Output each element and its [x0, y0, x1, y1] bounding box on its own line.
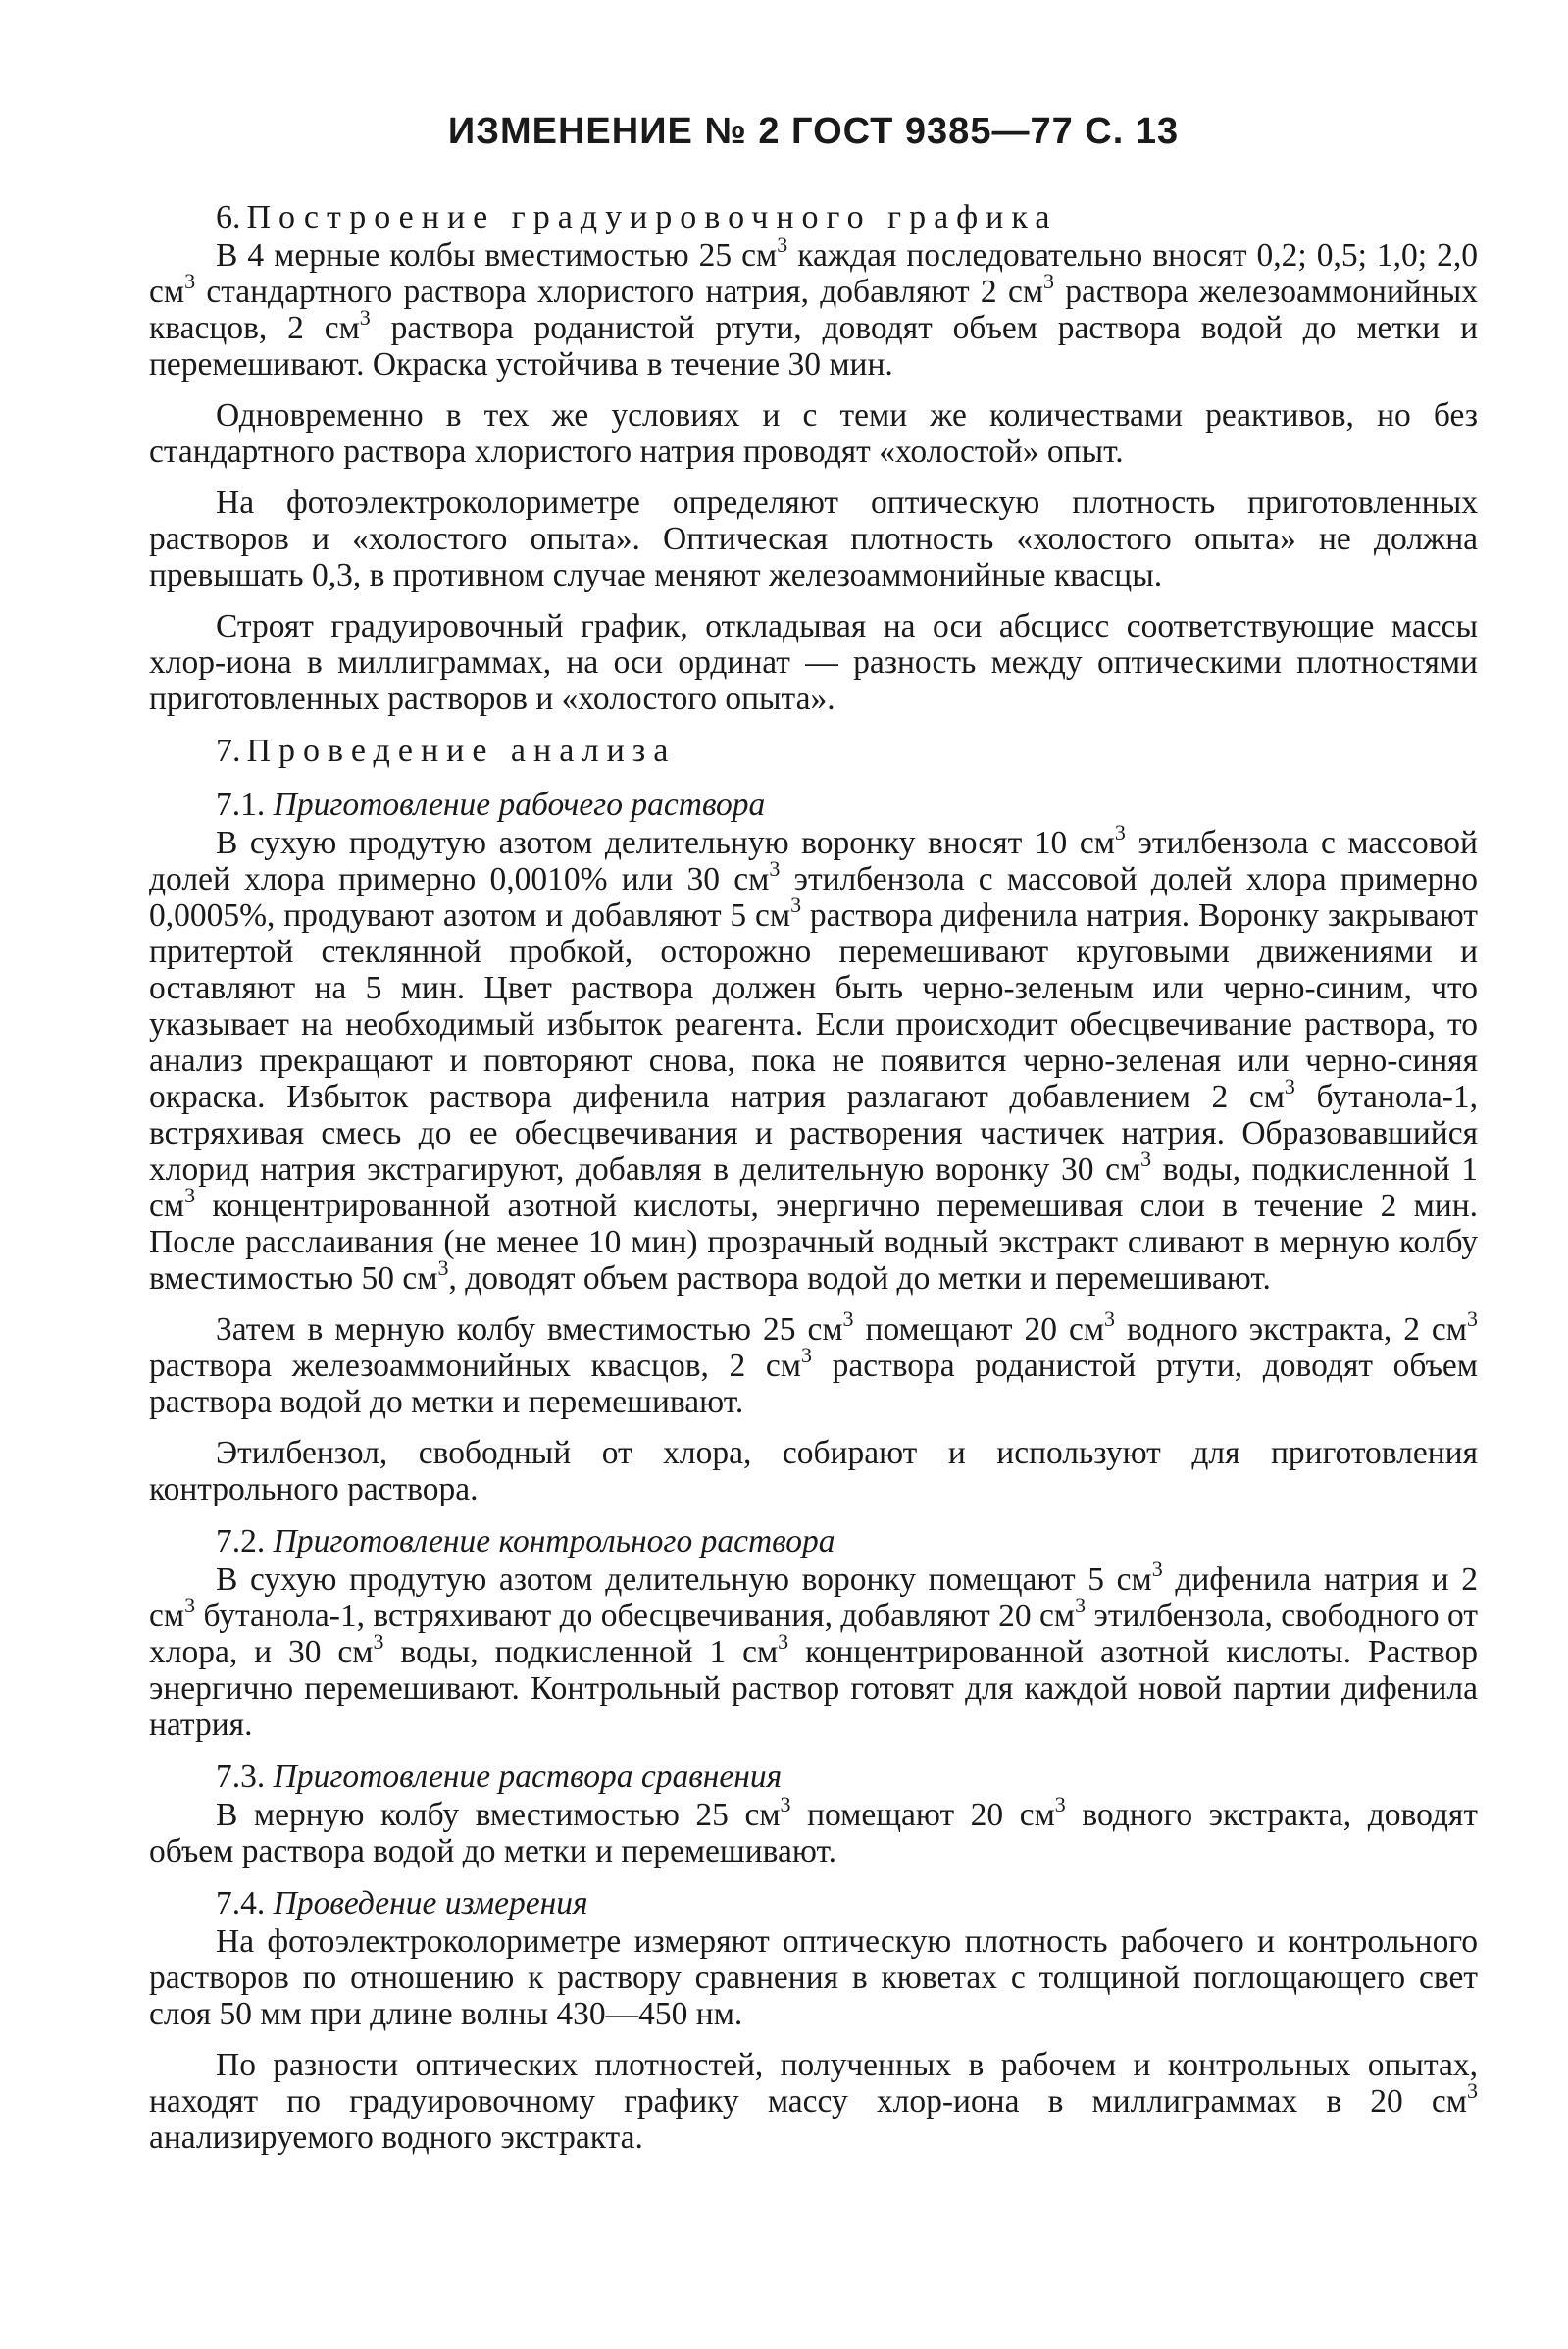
subsection-7-2-title: 7.2. Приготовление контрольного раствора [216, 1523, 835, 1559]
subsection-7-4-title: 7.4. Проведение измерения [216, 1885, 588, 1921]
subsection-7-1-paragraph-2: Затем в мерную колбу вместимостью 25 $см^3$ помещают 20 $см^3$ водного экстракта, 2 $см^3$ раствора железоаммонийных квасцов, 2 $см^3$ раствора роданистой ртути, доводят объем раствора водой до метки и перемешивают. [149, 1306, 1478, 1420]
subsection-7-1-paragraph-3: Этилбензол, свободный от хлора, собирают и используют для приготовления контрольного раствора. [149, 1435, 1478, 1507]
section-7-number: 7. [216, 733, 241, 769]
section-6-title [149, 198, 1478, 237]
section-6-heading: Построение градуировочного графика [246, 199, 1058, 235]
section-7-title [149, 732, 1478, 771]
subsection-7-2-paragraph-1: В сухую продутую азотом делительную воронку помещают 5 $см^3$ дифенила натрия и 2 $см^3$ бутанола-1, встряхивают до обесцвечивания, добавляют 20 $см^3$ этилбензола, свободного от хлора, и 30 $см^3$ воды, подкисленной 1 $см^3$ концентрированной азотной кислоты. Раствор энергично перемешивают. Контрольный раствор готовят для каждой новой партии дифенила натрия. [149, 1557, 1478, 1743]
subsection-7-3-paragraph-1: В мерную колбу вместимостью 25 $см^3$ помещают 20 $см^3$ водного экстракта, доводят объем раствора водой до метки и перемешивают. [149, 1792, 1478, 1869]
subsection-7-4-paragraph-2: По разности оптических плотностей, полученных в рабочем и контрольных опытах, находят по градуировочному графику массу хлор-иона в миллиграммах в 20 $см^3$ анализируемого водного экстракта. [149, 2047, 1478, 2156]
section-6-paragraph-2: Одновременно в тех же условиях и с теми же количествами реактивов, но без стандартного раствора хлористого натрия проводят «холостой» опыт. [149, 397, 1478, 470]
section-6-paragraph-3: На фотоэлектроколориметре определяют оптическую плотность приготовленных растворов и «холостого опыта». Оптическая плотность «холостого опыта» не должна превышать 0,3, в противном случае меняют железоаммонийные квасцы. [149, 485, 1478, 593]
subsection-7-4-paragraph-1: На фотоэлектроколориметре измеряют оптическую плотность рабочего и контрольного растворов по отношению к раствору сравнения в кюветах с толщиной поглощающего свет слоя 50 мм при длине волны 430—450 нм. [149, 1923, 1478, 2032]
section-7-heading: Проведение анализа [246, 733, 677, 769]
subsection-7-3-title: 7.3. Приготовление раствора сравнения [216, 1759, 783, 1795]
page-header: ИЗМЕНЕНИЕ № 2 ГОСТ 9385—77 С. 13 [447, 111, 1180, 152]
section-6-number: 6. [216, 199, 241, 235]
section-6-paragraph-4: Строят градуировочный график, откладывая на оси абсцисс соответствующие массы хлор-иона в миллиграммах, на оси ординат — разность между оптическими плотностями приготовленных растворов и «холостого опыта». [149, 608, 1478, 717]
subsection-7-1-paragraph-1: В сухую продутую азотом делительную воронку вносят 10 $см^3$ этилбензола с массовой долей хлора примерно 0,0010% или 30 $см^3$ этилбензола с массовой долей хлора примерно 0,0005%, продувают азотом и добавляют 5 $см^3$ раствора дифенила натрия. Воронку закрывают притертой стеклянной пробкой, осторожно перемешивают круговыми движениями и оставляют на 5 мин. Цвет раствора должен быть черно-зеленым или черно-синим, что указывает на необходимый избыток реагента. Если происходит обесцвечивание раствора, то анализ прекращают и повторяют снова, пока не появится черно-зеленая или черно-синяя окраска. Избыток раствора дифенила натрия разлагают добавлением 2 $см^3$ бутанола-1, встряхивая смесь до ее обесцвечивания и растворения частичек натрия. Образовавшийся хлорид натрия экстрагируют, добавляя в делительную воронку 30 $см^3$ воды, подкисленной 1 $см^3$ концентрированной азотной кислоты, энергично перемешивая слои в течение 2 мин. После расслаивания (не менее 10 мин) прозрачный водный экстракт сливают в мерную колбу вместимостью 50 $см^3$, доводят объем раствора водой до метки и перемешивают. [149, 820, 1478, 1297]
section-6-paragraph-1: В 4 мерные колбы вместимостью 25 $см^3$ каждая последовательно вносят 0,2; 0,5; 1,0; 2,0 $см^3$ стандартного раствора хлористого натрия, добавляют 2 $см^3$ раствора железоаммонийных квасцов, 2 $см^3$ раствора роданистой ртути, доводят объем раствора водой до метки и перемешивают. Окраска устойчива в течение 30 мин. [149, 232, 1479, 383]
subsection-7-1-title: 7.1. Приготовление рабочего раствора [216, 787, 766, 823]
